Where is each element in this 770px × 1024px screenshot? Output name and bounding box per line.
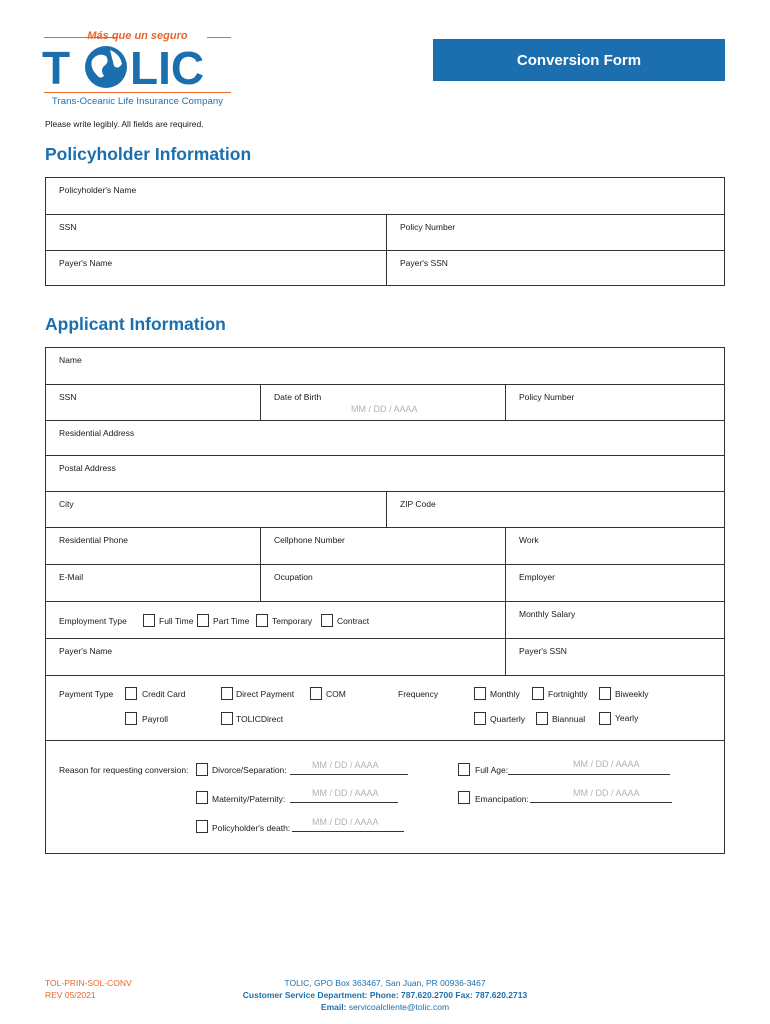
field-label: Employment Type — [59, 616, 127, 626]
policyholder-death-checkbox[interactable] — [196, 820, 208, 833]
full-age-date-line[interactable] — [508, 774, 670, 775]
field-label: Employer — [519, 572, 555, 582]
applicant-row — [46, 492, 724, 528]
field-label: Monthly Salary — [519, 609, 576, 619]
footer-contact — [200, 977, 570, 1013]
residential-address-field[interactable] — [46, 421, 724, 456]
checkbox-label: Biweekly — [615, 689, 649, 699]
field-label: Work — [519, 535, 539, 545]
brand-wordmark — [40, 40, 235, 90]
applicant-name-field[interactable] — [46, 348, 724, 385]
tagline-rule — [207, 37, 231, 38]
date-placeholder: MM / DD / AAAA — [312, 760, 379, 770]
policyholder-name-field[interactable] — [46, 178, 724, 215]
field-label: Policy Number — [400, 222, 456, 232]
policyholder-row — [46, 251, 724, 286]
field-label: SSN — [59, 392, 77, 402]
date-placeholder: MM / DD / AAAA — [573, 788, 640, 798]
form-title: Conversion Form — [433, 39, 725, 81]
maternity-paternity-checkbox[interactable] — [196, 791, 208, 804]
field-label: Cellphone Number — [274, 535, 345, 545]
biannual-checkbox[interactable] — [536, 712, 548, 725]
com-checkbox[interactable] — [310, 687, 322, 700]
maternity-date-line[interactable] — [290, 802, 398, 803]
employer-field[interactable] — [505, 565, 726, 601]
applicant-row — [46, 602, 724, 639]
email-link[interactable]: servicoalcliente@tolic.com — [348, 1002, 450, 1012]
field-label: Policy Number — [519, 392, 575, 402]
temporary-checkbox[interactable] — [256, 614, 268, 627]
checkbox-label: Contract — [337, 616, 370, 626]
form-code-id: TOL-PRIN-SOL-CONV — [45, 978, 132, 988]
form-revision: REV 05/2021 — [45, 990, 96, 1000]
occupation-field[interactable] — [260, 565, 505, 601]
logo-rule — [44, 92, 231, 93]
checkbox-label: Biannual — [552, 714, 586, 724]
yearly-checkbox[interactable] — [599, 712, 611, 725]
logo-tagline: Más que un seguro — [87, 30, 188, 42]
full-age-checkbox[interactable] — [458, 763, 470, 776]
checkbox-label: Maternity/Paternity: — [212, 794, 286, 804]
emancipation-checkbox[interactable] — [458, 791, 470, 804]
divorce-date-line[interactable] — [290, 774, 408, 775]
payment-frequency-row — [46, 676, 724, 741]
applicant-payer-name-field[interactable] — [46, 639, 505, 675]
svg-text:T: T — [42, 42, 71, 90]
reason-label: Reason for requesting conversion: — [59, 765, 189, 775]
postal-address-field[interactable] — [46, 456, 724, 492]
applicant-row — [46, 385, 724, 421]
direct-payment-checkbox[interactable] — [221, 687, 233, 700]
mailing-address: TOLIC, GPO Box 363467, San Juan, PR 00936-3467 — [284, 978, 486, 988]
conversion-reason-row — [46, 741, 724, 854]
applicant-ssn-field[interactable] — [46, 385, 260, 420]
contract-checkbox[interactable] — [321, 614, 333, 627]
form-code — [45, 977, 132, 1001]
policyholder-payer-name-field[interactable] — [46, 251, 386, 286]
checkbox-label: COM — [326, 689, 346, 699]
checkbox-label: Part Time — [213, 616, 250, 626]
field-label: Payer's Name — [59, 646, 113, 656]
tolic-logo — [40, 28, 235, 110]
policyholder-ssn-field[interactable] — [46, 215, 386, 250]
policyholder-section-title: Policyholder Information — [45, 144, 252, 164]
date-placeholder: MM / DD / AAAA — [312, 788, 379, 798]
part-time-checkbox[interactable] — [197, 614, 209, 627]
payment-type-label: Payment Type — [59, 689, 114, 699]
policyholder-payer-ssn-field[interactable] — [386, 251, 726, 286]
zip-code-field[interactable] — [386, 492, 726, 527]
frequency-label: Frequency — [398, 689, 439, 699]
checkbox-label: TOLICDirect — [236, 714, 284, 724]
field-label: E-Mail — [59, 572, 84, 582]
field-label: Payer's Name — [59, 258, 113, 268]
field-label: Postal Address — [59, 463, 116, 473]
date-placeholder: MM / DD / AAAA — [312, 817, 379, 827]
field-label: Residential Address — [59, 428, 135, 438]
checkbox-label: Payroll — [142, 714, 168, 724]
dob-placeholder: MM / DD / AAAA — [351, 404, 418, 414]
city-field[interactable] — [46, 492, 386, 527]
employment-type-group — [46, 602, 505, 638]
fortnightly-checkbox[interactable] — [532, 687, 544, 700]
divorce-separation-checkbox[interactable] — [196, 763, 208, 776]
field-label: ZIP Code — [400, 499, 436, 509]
field-label: Date of Birth — [274, 392, 322, 402]
checkbox-label: Full Age: — [475, 765, 509, 775]
emancipation-date-line[interactable] — [530, 802, 672, 803]
payroll-checkbox[interactable] — [125, 712, 137, 725]
applicant-row — [46, 528, 724, 565]
checkbox-label: Divorce/Separation: — [212, 765, 287, 775]
field-label: Name — [59, 355, 82, 365]
checkbox-label: Yearly — [615, 713, 639, 723]
globe-icon — [85, 46, 127, 88]
field-label: Residential Phone — [59, 535, 128, 545]
quarterly-checkbox[interactable] — [474, 712, 486, 725]
email-label: Email: — [320, 1002, 347, 1012]
company-name: Trans-Oceanic Life Insurance Company — [51, 96, 224, 107]
email-field[interactable] — [46, 565, 260, 601]
checkbox-label: Quarterly — [490, 714, 525, 724]
instructions: Please write legibly. All fields are required. — [45, 119, 204, 129]
field-label: SSN — [59, 222, 77, 232]
applicant-form — [45, 347, 725, 854]
biweekly-checkbox[interactable] — [599, 687, 611, 700]
checkbox-label: Credit Card — [142, 689, 186, 699]
monthly-checkbox[interactable] — [474, 687, 486, 700]
policyholder-row — [46, 215, 724, 251]
cellphone-field[interactable] — [260, 528, 505, 564]
checkbox-label: Full Time — [159, 616, 194, 626]
checkbox-label: Monthly — [490, 689, 520, 699]
field-label: Policyholder's Name — [59, 185, 137, 195]
death-date-line[interactable] — [292, 831, 404, 832]
checkbox-label: Fortnightly — [548, 689, 588, 699]
residential-phone-field[interactable] — [46, 528, 260, 564]
date-placeholder: MM / DD / AAAA — [573, 759, 640, 769]
field-label: Payer's SSN — [519, 646, 567, 656]
checkbox-label: Temporary — [272, 616, 313, 626]
checkbox-label: Policyholder's death: — [212, 823, 291, 833]
full-time-checkbox[interactable] — [143, 614, 155, 627]
field-label: Ocupation — [274, 572, 313, 582]
credit-card-checkbox[interactable] — [125, 687, 137, 700]
field-label: Payer's SSN — [400, 258, 448, 268]
checkbox-label: Direct Payment — [236, 689, 295, 699]
applicant-row — [46, 639, 724, 676]
field-label: City — [59, 499, 74, 509]
applicant-row — [46, 565, 724, 602]
applicant-dob-field[interactable] — [260, 385, 505, 420]
svg-text:LIC: LIC — [130, 42, 205, 90]
checkbox-label: Emancipation: — [475, 794, 529, 804]
tolicdirect-checkbox[interactable] — [221, 712, 233, 725]
policyholder-policy-number-field[interactable] — [386, 215, 726, 250]
applicant-section-title: Applicant Information — [45, 314, 226, 334]
work-phone-field[interactable] — [505, 528, 726, 564]
policyholder-form — [45, 177, 725, 286]
customer-service-line: Customer Service Department: Phone: 787.620.2700 Fax: 787.620.2713 — [242, 990, 528, 1000]
monthly-salary-field[interactable] — [505, 602, 726, 638]
applicant-payer-ssn-field[interactable] — [505, 639, 726, 675]
applicant-policy-number-field[interactable] — [505, 385, 726, 420]
